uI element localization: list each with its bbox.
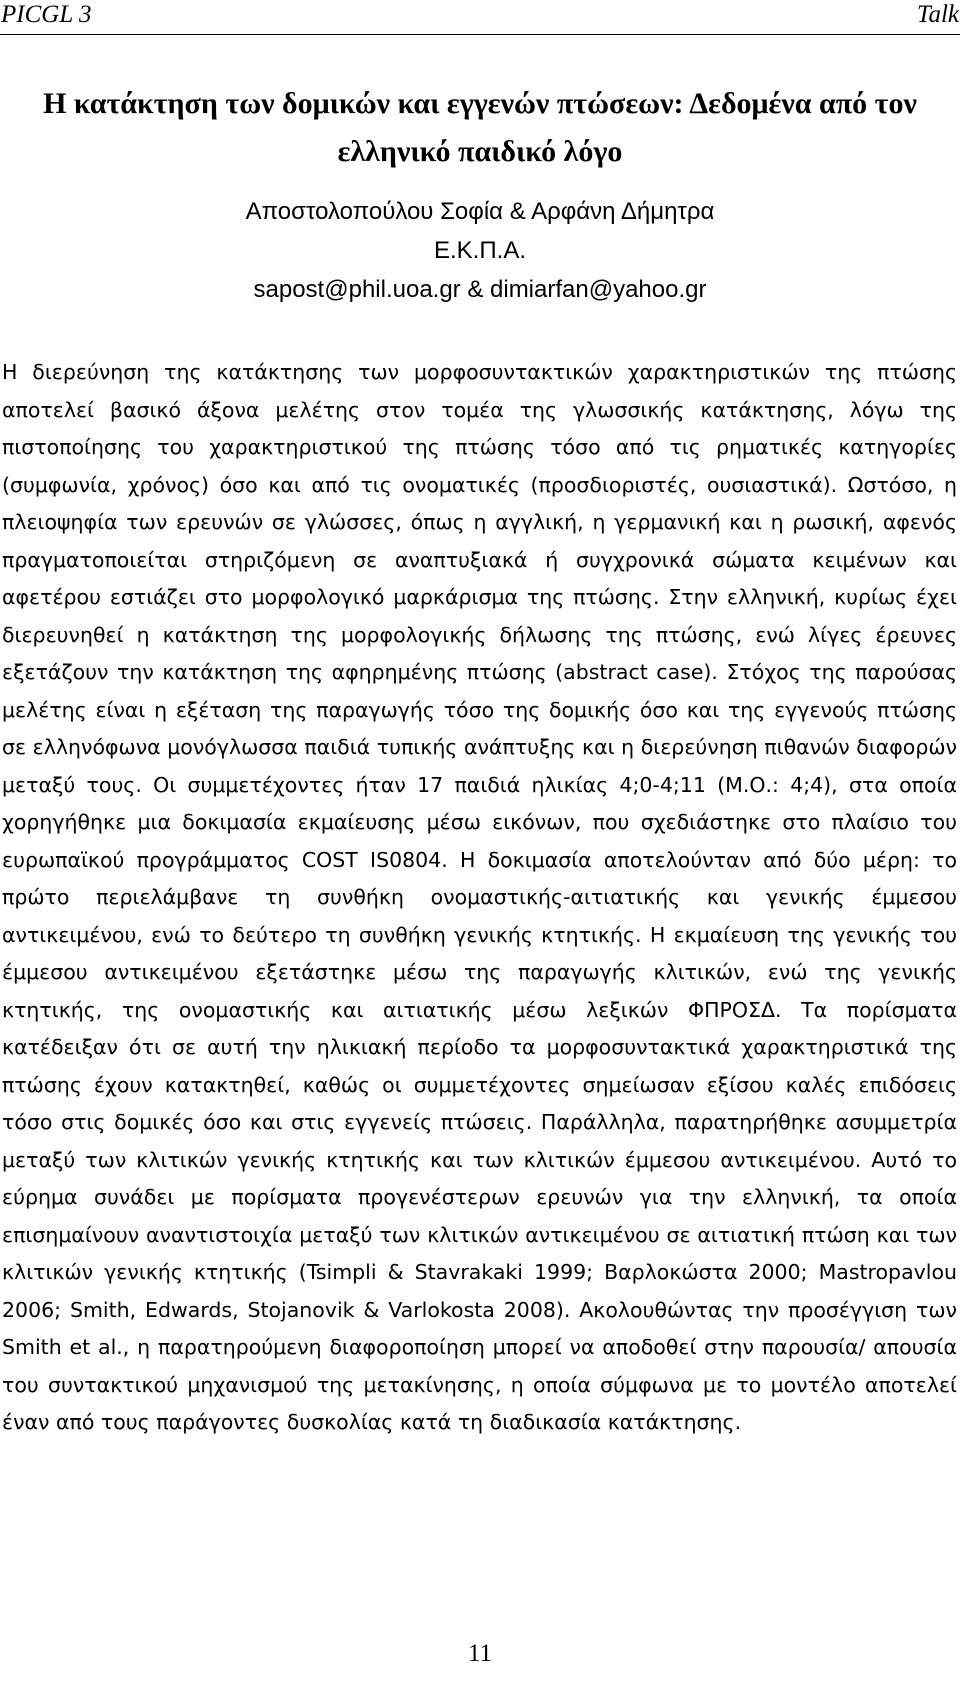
paper-title: Η κατάκτηση των δομικών και εγγενών πτώσεων: Δεδομένα από τον ελληνικό παιδικό λόγο xyxy=(43,87,917,168)
author-emails: sapost@phil.uoa.gr & dimiarfan@yahoo.gr xyxy=(253,276,707,303)
running-header xyxy=(0,0,960,35)
page-number: 11 xyxy=(467,1640,493,1667)
session-type-label: Talk xyxy=(916,1,959,28)
conference-label: PICGL 3 xyxy=(1,1,92,28)
author-block xyxy=(0,192,960,309)
abstract-text: Η διερεύνηση της κατάκτησης των μορφοσυντακτικών χαρακτηριστικών της πτώσης αποτελεί βασικό άξονα μελέτης στον τομέα της γλωσσικής κατάκτησης, λόγω της πιστοποίησης του χαρακτηριστικού της πτώσης τόσο από τις ρηματικές κατηγορίες (συμφωνία, χρόνος) όσο και από τις ονοματικές (προσδιοριστές, ουσιαστικά). Ωστόσο, η πλειοψηφία των ερευνών σε γλώσσες, όπως η αγγλική, η γερμανική και η ρωσική, αφενός πραγματοποιείται στηριζόμενη σε αναπτυξιακά ή συγχρονικά σώματα κειμένων και αφετέρου εστιάζει στο μορφολογικό μαρκάρισμα της πτώσης. Στην ελληνική, κυρίως έχει διερευνηθεί η κατάκτηση της μορφολογικής δήλωσης της πτώσης, ενώ λίγες έρευνες εξετάζουν την κατάκτηση της αφηρημένης πτώσης (abstract case). Στόχος της παρούσας μελέτης είναι η εξέταση της παραγωγής τόσο της δομικής όσο και της εγγενούς πτώσης σε ελληνόφωνα μονόγλωσσα παιδιά τυπικής ανάπτυξης και η διερεύνηση πιθανών διαφορών μεταξύ τους. Οι συμμετέχοντες ήταν 17 παιδιά ηλικίας 4;0-4;11 (Μ.Ο.: 4;4), στα οποία χορηγήθηκε μια δοκιμασία εκμαίευσης μέσω εικόνων, που σχεδιάστηκε στο πλαίσιο του ευρωπαϊκού προγράμματος COST IS0804. Η δοκιμασία αποτελούνταν από δύο μέρη: το πρώτο περιελάμβανε τη συνθήκη ονομαστικής-αιτιατικής και γενικής έμμεσου αντικειμένου, ενώ το δεύτερο τη συνθήκη γενικής κτητικής. Η εκμαίευση της γενικής του έμμεσου αντικειμένου εξετάστηκε μέσω της παραγωγής κλιτικών, ενώ της γενικής κτητικής, της ονομαστικής και αιτιατικής μέσω λεξικών ΦΠΡΟΣΔ. Τα πορίσματα κατέδειξαν ότι σε αυτή την ηλικιακή περίοδο τα μορφοσυντακτικά χαρακτηριστικά της πτώσης έχουν κατακτηθεί, καθώς οι συμμετέχοντες σημείωσαν εξίσου καλές επιδόσεις τόσο στις δομικές όσο και στις εγγενείς πτώσεις. Παράλληλα, παρατηρήθηκε ασυμμετρία μεταξύ των κλιτικών γενικής κτητικής και των κλιτικών έμμεσου αντικειμένου. Αυτό το εύρημα συνάδει με πορίσματα προγενέστερων ερευνών για την ελληνική, τα οποία επισημαίνουν αναντιστοιχία μεταξύ των κλιτικών αντικειμένου σε αιτιατική πτώση και των κλιτικών γενικής κτητικής (Tsimpli & Stavrakaki 1999; Βαρλοκώστα 2000; Mastropavlou 2006; Smith, Edwards, Stojanovik & Varlokosta 2008). Ακολουθώντας την προσέγγιση των Smith et al., η παρατηρούμενη διαφοροποίηση μπορεί να αποδοθεί στην παρουσία/ απουσία του συντακτικού μηχανισμού της μετακίνησης, η οποία σύμφωνα με το μοντέλο αποτελεί έναν από τους παράγοντες δυσκολίας κατά τη διαδικασία κατάκτησης. xyxy=(2,360,957,1434)
author-names: Αποστολοπούλου Σοφία & Αρφάνη Δήμητρα xyxy=(245,198,715,225)
author-affiliation: Ε.Κ.Π.Α. xyxy=(433,237,527,264)
